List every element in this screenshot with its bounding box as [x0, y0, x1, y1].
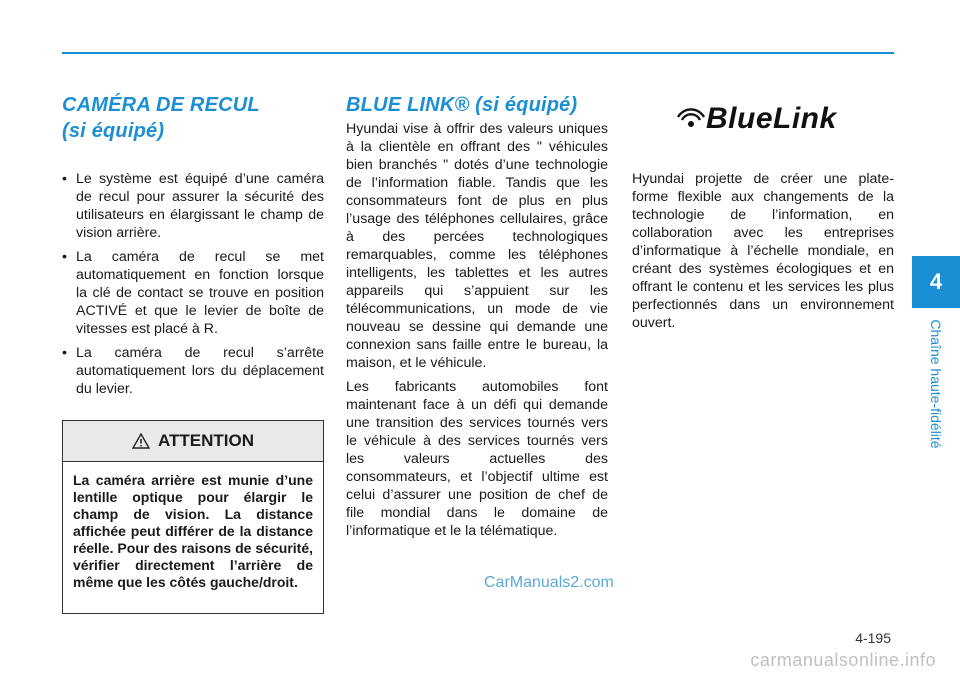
attention-title: ATTENTION: [157, 431, 254, 450]
attention-box: [62, 420, 324, 614]
attention-body: La caméra arrière est munie d’une lentille optique pour élargir le champ de vision. La distance affichée peut différer de la distance réelle. Pour des raisons de sécurité, vérifier directement l’arrière de même que les côtés gauche/droit.: [73, 472, 313, 590]
bluelink-logo: [676, 100, 842, 144]
watermark-center: CarManuals2.com: [484, 574, 614, 591]
watermark-footer: carmanualsonline.info: [750, 650, 936, 670]
bluelink-body: [346, 120, 608, 546]
camera-bullets: [62, 170, 324, 404]
warning-icon: [132, 433, 150, 449]
camera-bullet-2: • La caméra de recul se met automatiquement en fonction lorsque la clé de contact se trouve en position ACTIVÉ et que le levier de boîte de vitesses est placé à R.: [62, 248, 324, 338]
camera-title-line1: CAMÉRA DE RECUL: [62, 94, 260, 116]
bluelink-title: BLUE LINK® (si équipé): [346, 94, 578, 116]
bluelink-paragraph-2: Les fabricants automobiles font maintenant face à un défi qui demande une transition des services tournés vers le véhicule à des services tournés vers les valeurs actuelles des consommateurs, et l’objectif ultime est celui d’assurer une position de chef de file mondial dans le domaine de l’informatique et le la télématique.: [346, 379, 608, 539]
attention-header: [63, 421, 323, 462]
logo-text: BlueLink: [706, 102, 837, 135]
right-column: [632, 170, 894, 338]
right-paragraph: Hyundai projette de créer une plate-forme flexible aux changements de la technologie de l’information, en collaboration avec les entreprises d’informatique à l’échelle mondiale, en créant des systèmes écologiques et en offrant le contenu et les services les plus perfectionnés dans un environnement ouvert.: [632, 171, 894, 331]
page-number: 4-195: [855, 630, 891, 646]
camera-bullet-3: • La caméra de recul s’arrête automatiquement lors du déplacement du levier.: [62, 344, 324, 398]
top-rule: [62, 52, 894, 54]
bluelink-paragraph-1: Hyundai vise à offrir des valeurs uniques à la clientèle en offrant des " véhicules bien branchés " dotés d’une technologie de l’information fiable. Tandis que les consommateurs font de plus en plus l’usage des téléphones cellulaires, grâce à des percées technologiques remarquables, comme les téléphones intelligents, les tablettes et les autres appareils qui s’appuient sur les télécommunications, un mode de vie nouveau se dessine qui demande une connexion sans faille entre le bureau, la maison, et le véhicule.: [346, 121, 608, 371]
camera-title: [62, 92, 260, 144]
chapter-label: Chaîne haute-fidélité: [928, 319, 944, 449]
signal-icon: [676, 100, 706, 136]
camera-bullet-1: • Le système est équipé d’une caméra de recul pour assurer la sécurité des utilisateurs en élargissant le champ de vision arrière.: [62, 170, 324, 242]
camera-title-line2: (si équipé): [62, 120, 165, 142]
chapter-tab: 4: [912, 256, 960, 308]
